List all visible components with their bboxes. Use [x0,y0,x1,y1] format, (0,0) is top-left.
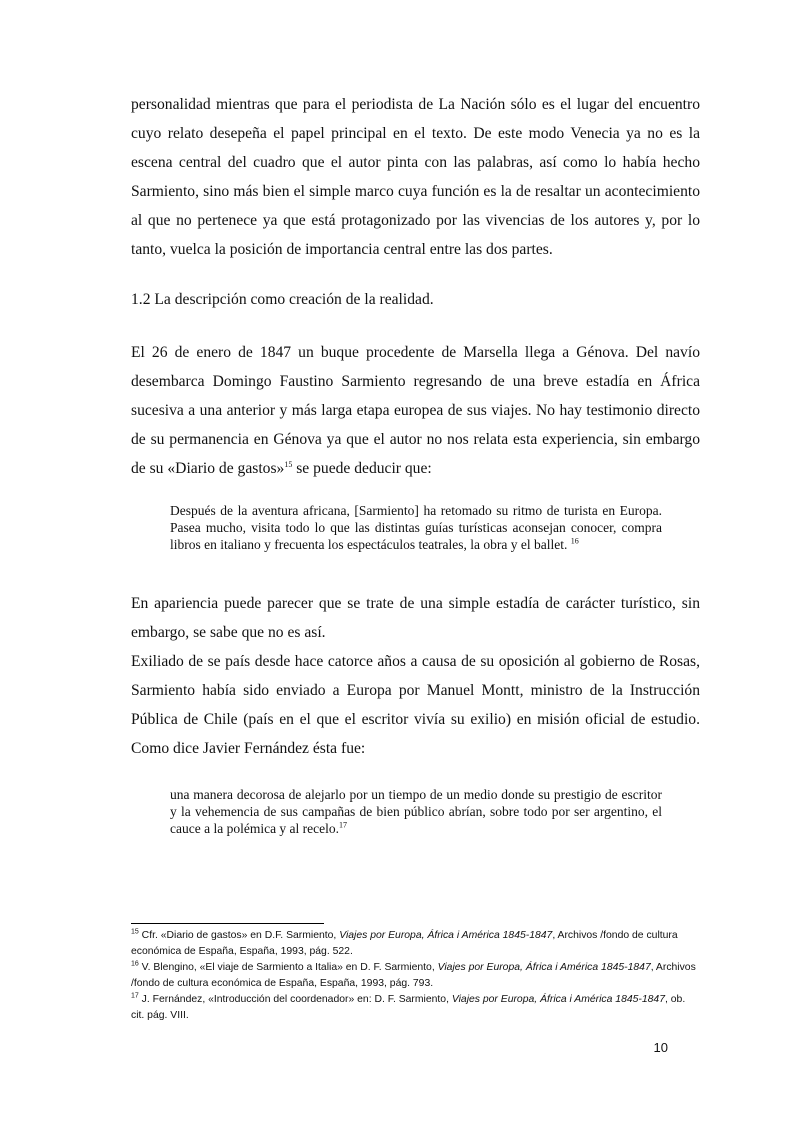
footnote-ref-17[interactable]: 17 [339,820,348,830]
footnote-text: , Archivos /fondo de cultura económica de España, España, 1993, pág. 522. [131,930,678,957]
footnote-text: , Archivos /fondo de cultura económica de España, España, 1993, pág. 793. [131,962,696,989]
footnote-book-title: Viajes por Europa, África i América 1845-1847 [339,930,553,941]
footnote-text: Cfr. «Diario de gastos» en D.F. Sarmiento, [138,930,340,941]
footnote-text: J. Fernández, «Introducción del coordenador» en: D. F. Sarmiento, [138,994,452,1005]
page-number: 10 [653,1040,668,1055]
footnote-book-title: Viajes por Europa, África i América 1845-1847 [451,994,665,1005]
footnote-number: 15 [131,928,139,936]
paragraph-2 [131,338,700,483]
paragraph-1: personalidad mientras que para el periodista de La Nación sólo es el lugar del encuentro cuyo relato desepeña el papel principal en el texto. De este modo Venecia ya no es la escena central del cuadro que el autor pinta con las palabras, así como lo había hecho Sarmiento, sino más bien el simple marco cuya función es la de resaltar un acontecimiento al que no pertenece ya que está protagonizado por las vivencias de los autores y, por lo tanto, vuelca la posición de importancia central entre las dos partes. [131,96,700,259]
footnotes [131,928,700,1024]
block-quote-1-text: Después de la aventura africana, [Sarmiento] ha retomado su ritmo de turista en Europa. Pasea mucho, visita todo lo que las distintas guías turísticas aconsejan conocer, compra libros en italiano y frecuenta los espectáculos teatrales, la obra y el ballet. [170,503,662,553]
block-quote-2 [170,786,662,838]
paragraph-2-end: se puede deducir que: [292,460,432,478]
footnote-15 [131,928,700,960]
block-quote-2-text: una manera decorosa de alejarlo por un tiempo de un medio donde su prestigio de escritor y la vehemencia de sus campañas de bien público abrían, sobre todo por ser argentino, el cauce a la polémica y al recelo. [170,787,662,837]
footnote-divider [131,923,324,924]
footnote-number: 16 [131,960,139,968]
paragraph-4: Exiliado de se país desde hace catorce años a causa de su oposición al gobierno de Rosas, Sarmiento había sido enviado a Europa por Manuel Montt, ministro de la Instrucción Pública de Chile (país en el que el escritor vivía su exilio) en misión oficial de estudio. Como dice Javier Fernández ésta fue: [131,653,700,758]
footnote-text: V. Blengino, «El viaje de Sarmiento a Italia» en D. F. Sarmiento, [138,962,438,973]
footnote-number: 17 [131,992,139,1000]
section-heading: 1.2 La descripción como creación de la realidad. [131,291,434,308]
block-quote-1 [170,502,662,554]
footnote-ref-15[interactable]: 15 [284,460,293,470]
footnote-text: , ob. cit. pág. VIII. [131,994,686,1021]
footnote-book-title: Viajes por Europa, África i América 1845-1847 [437,962,651,973]
footnote-ref-16[interactable]: 16 [570,536,579,546]
footnote-17 [131,992,700,1024]
paragraph-2-text: El 26 de enero de 1847 un buque procedente de Marsella llega a Génova. Del navío desembarca Domingo Faustino Sarmiento regresando de una breve estadía en África sucesiva a una anterior y más larga etapa europea de sus viajes. No hay testimonio directo de su permanencia en Génova ya que el autor no nos relata esta experiencia, sin embargo de su «Diario de gastos» [131,344,700,478]
footnote-16 [131,960,700,992]
paragraph-3: En apariencia puede parecer que se trate de una simple estadía de carácter turístico, sin embargo, se sabe que no es así. [131,595,700,642]
